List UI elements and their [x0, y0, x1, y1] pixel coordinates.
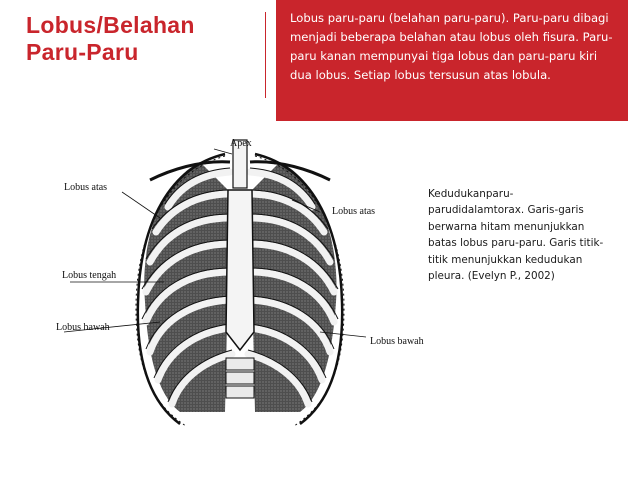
thorax-lung-illustration — [40, 132, 440, 452]
description-box — [276, 0, 628, 121]
figure-caption-text: Kedudukanparu-parudidalamtorax. Garis-garis berwarna hitam menunjukkan batas lobus paru-paru. Garis titik-titik menunjukkan kedudukan pleura. (Evelyn P., 2002) — [428, 188, 604, 283]
figure-caption — [428, 186, 604, 284]
sternum — [226, 190, 254, 350]
slide-title — [26, 12, 256, 66]
vertebrae — [226, 358, 254, 398]
title-divider — [265, 12, 266, 98]
label-lobus-bawah-left: Lobus bawah — [56, 322, 110, 333]
slide-title-line-1: Lobus/Belahan — [26, 12, 195, 38]
label-lobus-tengah: Lobus tengah — [62, 270, 117, 281]
label-apex: Apex — [230, 138, 252, 149]
label-lobus-atas-left: Lobus atas — [64, 182, 108, 193]
slide-title-line-2: Paru-Paru — [26, 39, 139, 65]
description-text: Lobus paru-paru (belahan paru-paru). Paru-paru dibagi menjadi beberapa belahan atau lobus oleh fisura. Paru-paru kanan mempunyai tiga lobus dan paru-paru kiri dua lobus. Setiap lobus tersusun atas lobula. — [290, 11, 613, 82]
label-lobus-atas-right: Lobus atas — [332, 206, 376, 217]
label-lobus-bawah-right: Lobus bawah — [370, 336, 424, 347]
